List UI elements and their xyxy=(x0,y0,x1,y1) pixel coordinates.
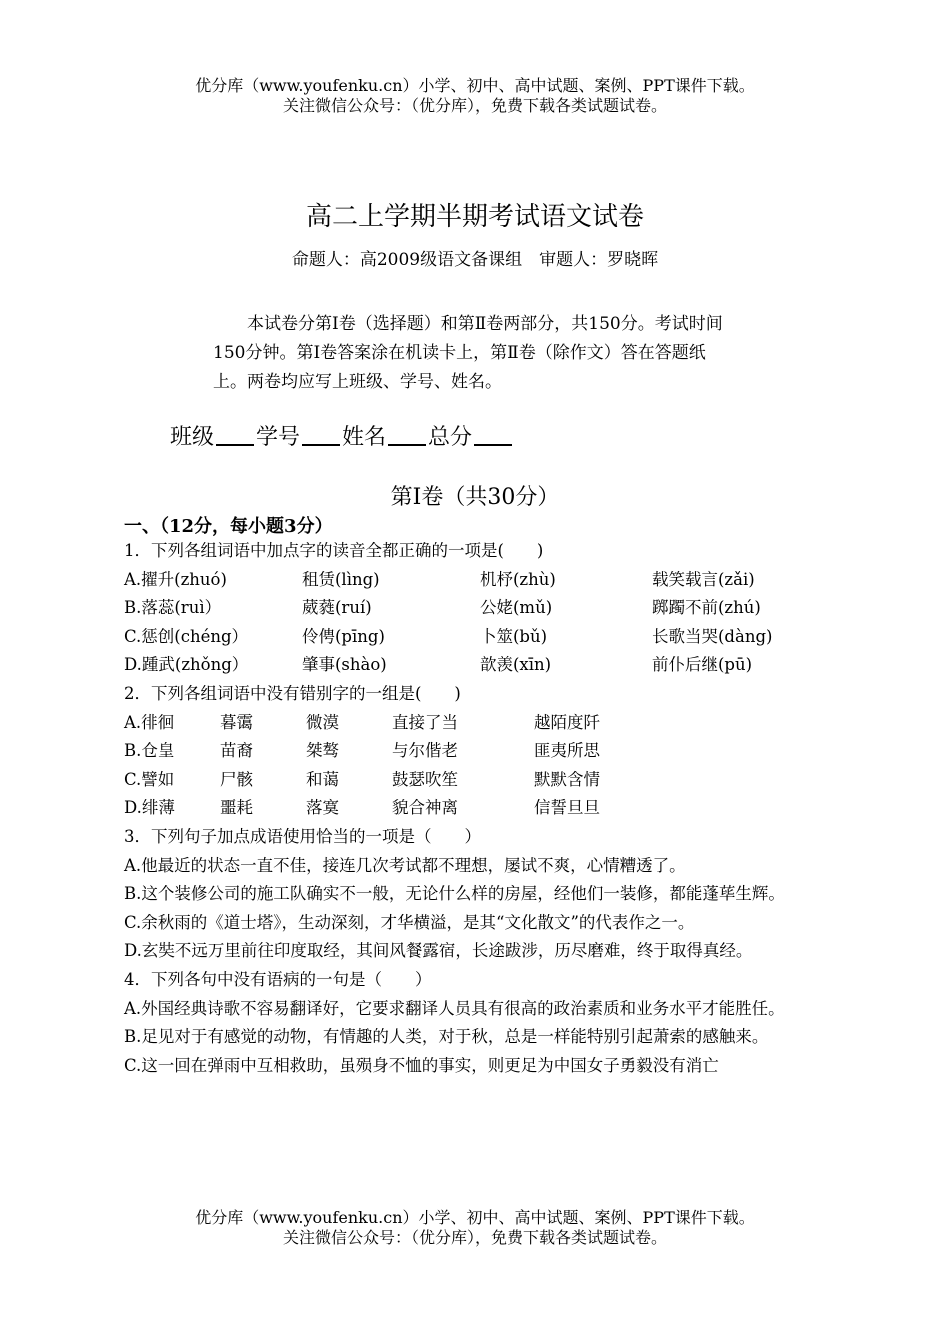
q1-d4: 前仆后继(pū) xyxy=(652,655,753,675)
q1-d1: D.踵武(zhǒng） xyxy=(124,655,249,675)
q1-a4: 载笑载言(zǎi) xyxy=(652,569,755,589)
q4-option-c: C.这一回在弹雨中互相救助，虽殒身不恤的事实，则更足为中国女子勇毅没有消亡 xyxy=(124,1055,719,1075)
q2-d5: 信誓旦旦 xyxy=(534,798,600,818)
q1-a2: 租赁(lìng) xyxy=(302,569,380,589)
q3-option-a: A.他最近的状态一直不佳，接连几次考试都不理想，屡试不爽，心情糟透了。 xyxy=(124,855,686,875)
section-title: 一、（12分，每小题3分） xyxy=(124,516,333,537)
q1-b2: 葳蕤(ruí) xyxy=(302,598,372,618)
q4-stem: 4．下列各句中没有语病的一句是（ ） xyxy=(124,969,432,989)
q1-options xyxy=(124,566,829,680)
q2-a4: 直接了当 xyxy=(392,712,458,732)
q2-b2: 苗裔 xyxy=(220,741,253,761)
exam-intro: 本试卷分第I卷（选择题）和第Ⅱ卷两部分，共150分。考试时间150分钟。第Ⅰ卷答案涂在机读卡上，第Ⅱ卷（除作文）答在答题纸上。两卷均应写上班级、学号、姓名。 xyxy=(213,314,723,392)
q1-d3: 歆羡(xīn) xyxy=(480,655,552,675)
q1-c4: 长歌当哭(dàng) xyxy=(652,626,773,646)
q3-option-c: C.余秋雨的《道士塔》，生动深刻，才华横溢，是其“文化散文”的代表作之一。 xyxy=(124,912,695,932)
q1-c2: 伶俜(pīng) xyxy=(302,626,385,646)
q2-c5: 默默含情 xyxy=(534,769,600,789)
q2-d1: D.绯薄 xyxy=(124,798,175,818)
q1-stem: 1．下列各组词语中加点字的读音全都正确的一项是( ) xyxy=(124,541,544,560)
q2-c2: 尸骸 xyxy=(220,769,253,789)
q2-c4: 鼓瑟吹笙 xyxy=(392,769,458,789)
q4-option-b: B.足见对于有感觉的动物，有情趣的人类，对于秋，总是一样能特别引起萧索的感触来。 xyxy=(124,1027,769,1047)
q1-a3: 机杼(zhù) xyxy=(480,569,556,589)
page-footer xyxy=(0,1208,950,1248)
q2-a5: 越陌度阡 xyxy=(534,712,600,732)
field-id-label: 学号 xyxy=(256,425,301,450)
q2-b1: B.仓皇 xyxy=(124,741,175,761)
footer-line-1: 优分库（www.youfenku.cn）小学、初中、高中试题、案例、PPT课件下载。 xyxy=(195,1208,755,1227)
field-name-label: 姓名 xyxy=(342,425,387,450)
q2-d4: 貌合神离 xyxy=(392,798,458,818)
exam-author: 命题人：高2009级语文备课组 审题人：罗晓晖 xyxy=(291,250,659,270)
q2-d3: 落寞 xyxy=(306,798,339,818)
q2-b5: 匪夷所思 xyxy=(534,741,600,761)
header-line-2: 关注微信公众号：（优分库），免费下载各类试题试卷。 xyxy=(282,96,667,115)
q1-b3: 公姥(mǔ) xyxy=(480,598,553,618)
q2-c1: C.譬如 xyxy=(124,769,175,789)
q1-d2: 肇事(shào) xyxy=(302,655,387,675)
field-class-blank[interactable] xyxy=(216,420,254,446)
q3-stem: 3．下列句子加点成语使用恰当的一项是（ ） xyxy=(124,826,481,846)
field-score-label: 总分 xyxy=(428,425,473,450)
q2-d2: 噩耗 xyxy=(220,798,253,818)
q2-a2: 暮霭 xyxy=(220,712,253,732)
q2-b3: 桀骜 xyxy=(306,741,339,761)
q4-option-a: A.外国经典诗歌不容易翻译好，它要求翻译人员具有很高的政治素质和业务水平才能胜任。 xyxy=(124,998,785,1018)
q2-a1: A.徘徊 xyxy=(124,712,175,732)
q1-a1: A.擢升(zhuó) xyxy=(124,569,227,589)
exam-title: 高二上学期半期考试语文试卷 xyxy=(305,202,644,232)
header-line-1: 优分库（www.youfenku.cn）小学、初中、高中试题、案例、PPT课件下载。 xyxy=(195,76,755,95)
q1-b1: B.落蕊(ruì） xyxy=(124,598,222,618)
q2-options xyxy=(124,709,829,823)
questions xyxy=(124,537,829,1080)
field-score-blank[interactable] xyxy=(474,420,512,446)
q3-option-d: D.玄奘不远万里前往印度取经，其间风餐露宿，长途跋涉，历尽磨难，终于取得真经。 xyxy=(124,941,753,961)
q1-b4: 踯躅不前(zhú) xyxy=(652,598,761,618)
q2-b4: 与尔偕老 xyxy=(392,741,458,761)
q3-option-b: B.这个装修公司的施工队确实不一般，无论什么样的房屋，经他们一装修，都能蓬荜生辉。 xyxy=(124,884,785,904)
field-id-blank[interactable] xyxy=(302,420,340,446)
page-header xyxy=(0,76,950,116)
q1-c3: 卜筮(bǔ) xyxy=(480,626,548,646)
footer-line-2: 关注微信公众号：（优分库），免费下载各类试题试卷。 xyxy=(282,1228,667,1247)
student-info-fields xyxy=(170,420,514,451)
field-name-blank[interactable] xyxy=(388,420,426,446)
field-class-label: 班级 xyxy=(170,425,215,450)
q1-c1: C.惩创(chéng） xyxy=(124,626,249,646)
q2-c3: 和蔼 xyxy=(306,769,339,789)
part-title: 第Ⅰ卷（共30分） xyxy=(390,485,560,510)
q2-a3: 微漠 xyxy=(306,712,339,732)
q2-stem: 2．下列各组词语中没有错别字的一组是( ) xyxy=(124,683,461,703)
